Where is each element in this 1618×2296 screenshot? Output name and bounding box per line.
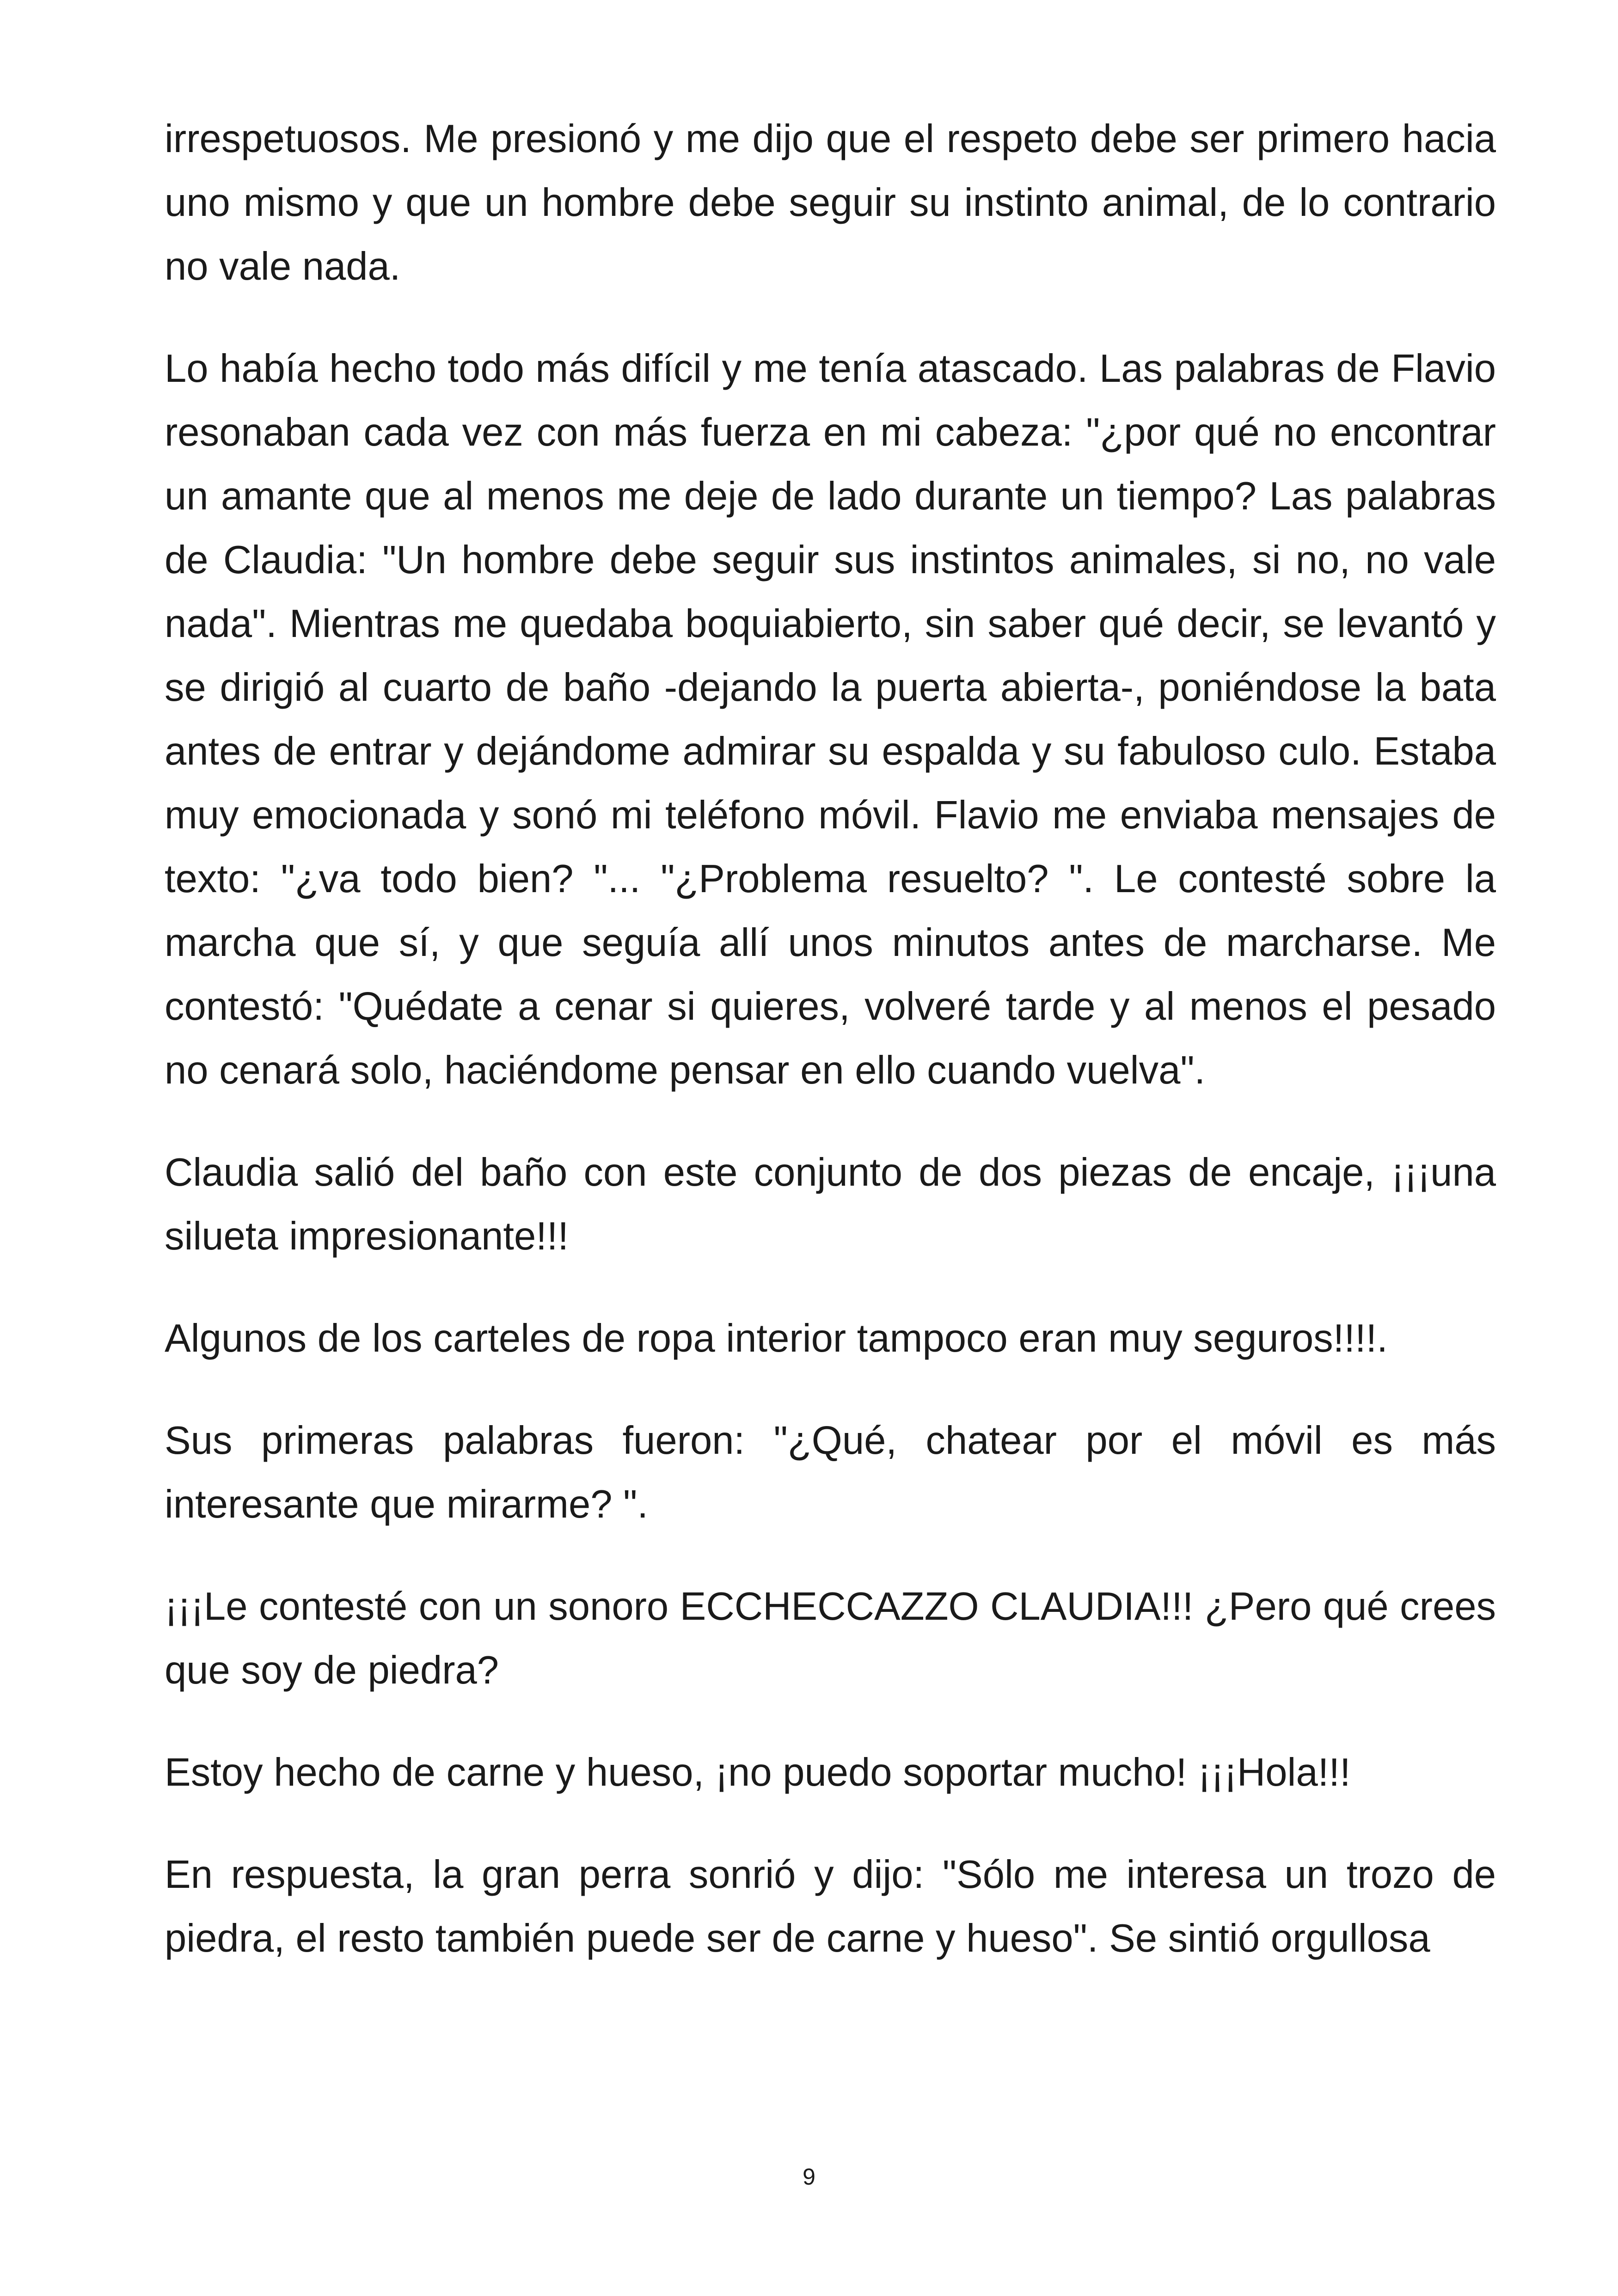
paragraph: Lo había hecho todo más difícil y me tenía atascado. Las palabras de Flavio resonaban cada vez con más fuerza en mi cabeza: "¿por qué no encontrar un amante que al menos me deje de lado durante un tiempo? Las palabras de Claudia: "Un hombre debe seguir sus instintos animales, si no, no vale nada". Mientras me quedaba boquiabierto, sin saber qué decir, se levantó y se dirigió al cuarto de baño -dejando la puerta abierta-, poniéndose la bata antes de entrar y dejándome admirar su espalda y su fabuloso culo. Estaba muy emocionada y sonó mi teléfono móvil. Flavio me enviaba mensajes de texto: "¿va todo bien? "... "¿Problema resuelto? ". Le contesté sobre la marcha que sí, y que seguía allí unos minutos antes de marcharse. Me contestó: "Quédate a cenar si quieres, volveré tarde y al menos el pesado no cenará solo, haciéndome pensar en ello cuando vuelva". — [165, 347, 1496, 1092]
paragraph: irrespetuosos. Me presionó y me dijo que el respeto debe ser primero hacia uno mismo y que un hombre debe seguir su instinto animal, de lo contrario no vale nada. — [165, 117, 1496, 288]
paragraph: Algunos de los carteles de ropa interior tampoco eran muy seguros!!!!. — [165, 1316, 1388, 1360]
paragraph: En respuesta, la gran perra sonrió y dijo: "Sólo me interesa un trozo de piedra, el resto también puede ser de carne y hueso". Se sintió orgullosa — [165, 1853, 1496, 1960]
paragraph: Estoy hecho de carne y hueso, ¡no puedo soportar mucho! ¡¡¡Hola!!! — [165, 1751, 1351, 1794]
body-text — [165, 107, 1496, 2009]
paragraph: ¡¡¡Le contesté con un sonoro ECCHECCAZZO CLAUDIA!!! ¿Pero qué crees que soy de piedra? — [165, 1585, 1496, 1692]
paragraph: Claudia salió del baño con este conjunto de dos piezas de encaje, ¡¡¡una silueta impresionante!!! — [165, 1151, 1496, 1258]
paragraph: Sus primeras palabras fueron: "¿Qué, chatear por el móvil es más interesante que mirarme? ". — [165, 1419, 1496, 1526]
page-number: 9 — [803, 2164, 815, 2190]
